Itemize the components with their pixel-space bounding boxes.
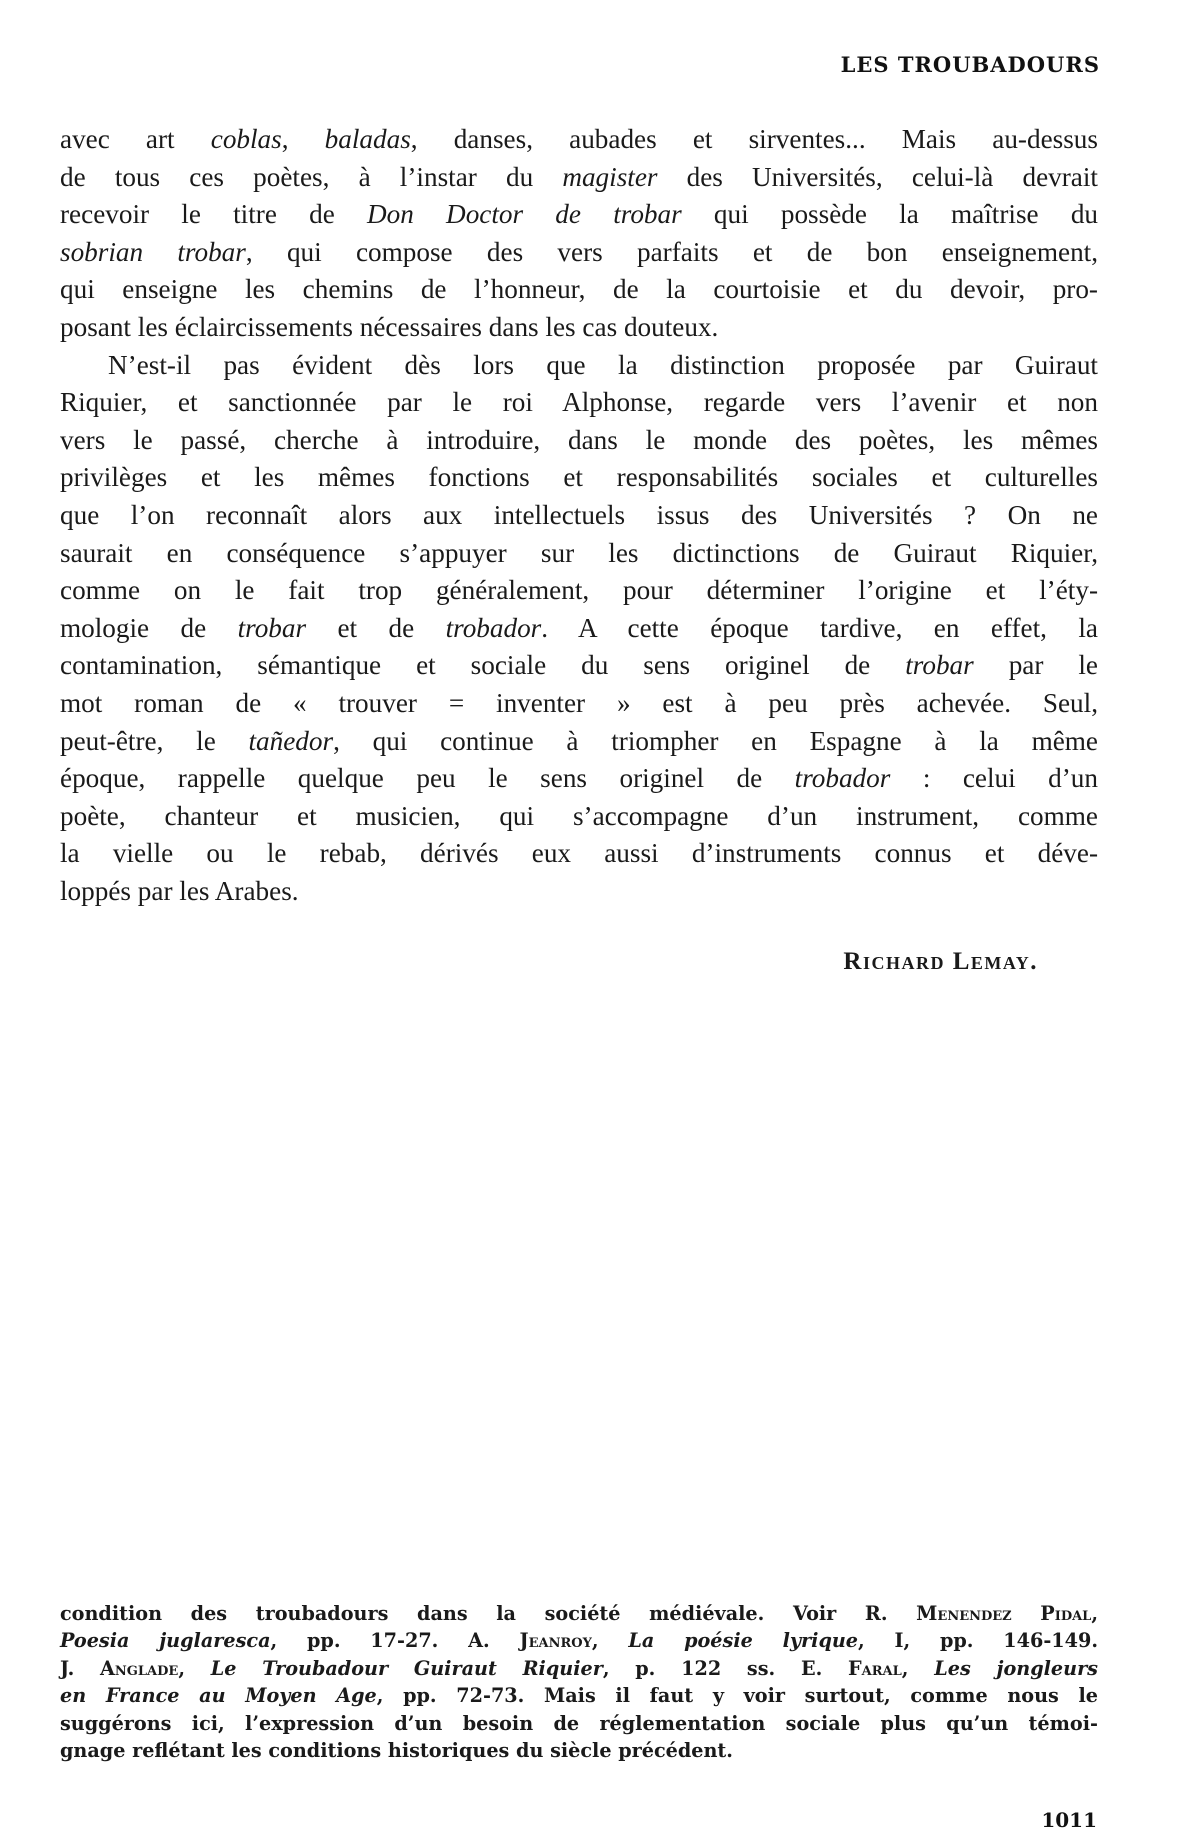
text-line [60, 422, 1098, 460]
footnote-line [60, 1627, 1098, 1654]
text-segment: mologie de [60, 612, 238, 643]
footnote-line [60, 1600, 1098, 1627]
text-segment: que l’on reconnaît alors aux intellectuels issus des Universités ? On ne [60, 499, 1098, 530]
text-segment: des Universités, celui-là devrait [657, 161, 1098, 192]
text-line [60, 234, 1098, 272]
italic-text: Don Doctor de trobar [367, 199, 682, 230]
text-segment: , [591, 1629, 629, 1653]
italic-text: trobar [905, 650, 974, 681]
text-line [60, 535, 1098, 573]
italic-text: magister [562, 161, 658, 192]
footnote-line [60, 1737, 1098, 1764]
author-name: Anglade [100, 1656, 179, 1680]
italic-text: trobador [794, 763, 891, 794]
text-line [60, 271, 1098, 309]
text-segment: , danses, aubades et sirventes... Mais au-dessus [410, 124, 1098, 154]
text-line [60, 309, 1098, 347]
text-segment: contamination, sémantique et sociale du sens originel de [60, 650, 906, 681]
text-segment: vers le passé, cherche à introduire, dans le monde des poètes, les mêmes [60, 424, 1098, 455]
text-segment: suggérons ici, l’expression d’un besoin de réglementation sociale plus qu’un témoi- [60, 1711, 1098, 1735]
text-segment: : celui d’un [890, 763, 1098, 794]
text-line [60, 459, 1098, 497]
text-segment: saurait en conséquence s’appuyer sur les dictinctions de Guiraut Riquier, [60, 537, 1098, 568]
footnote-line [60, 1682, 1098, 1709]
text-segment: qui enseigne les chemins de l’honneur, de la courtoisie et du devoir, pro- [60, 274, 1098, 305]
text-segment: poète, chanteur et musicien, qui s’accompagne d’un instrument, comme [60, 800, 1098, 831]
text-segment: mot roman de « trouver = inventer » est à peu près achevée. Seul, [60, 687, 1098, 718]
text-line [60, 572, 1098, 610]
text-segment: gnage reflétant les conditions historiques du siècle précédent. [60, 1738, 733, 1762]
text-line [60, 347, 1098, 385]
text-line [60, 798, 1098, 836]
author-signature: Richard Lemay. [843, 948, 1038, 975]
italic-text: baladas [324, 124, 411, 154]
text-segment: par le [973, 650, 1099, 681]
italic-text: coblas [210, 124, 282, 154]
italic-text: Le Troubadour Guiraut Riquier [210, 1656, 603, 1680]
text-segment: , I, pp. 146-149. [858, 1629, 1099, 1653]
text-segment: comme on le fait trop généralement, pour déterminer l’origine et l’éty- [60, 575, 1098, 606]
text-segment: peut-être, le [60, 725, 249, 756]
text-segment: recevoir le titre de [60, 199, 368, 230]
text-segment: , [901, 1656, 935, 1680]
author-name: Jeanroy [519, 1629, 592, 1653]
text-segment: , pp. 72-73. Mais il faut y voir surtout, comme nous le [376, 1684, 1098, 1708]
text-line [60, 835, 1098, 873]
text-segment: N’est-il pas évident dès lors que la distinction proposée par Guiraut [108, 349, 1098, 380]
author-name: Menendez Pidal [916, 1602, 1092, 1625]
footnote [60, 1600, 1098, 1764]
text-segment: de tous ces poètes, à l’instar du [60, 161, 563, 192]
text-line [60, 685, 1098, 723]
text-segment: privilèges et les mêmes fonctions et responsabilités sociales et culturelles [60, 462, 1098, 493]
text-segment: avec art [60, 124, 211, 154]
text-line [60, 121, 1098, 159]
footnote-line [60, 1655, 1098, 1682]
text-segment: Riquier, et sanctionnée par le roi Alphonse, regarde vers l’avenir et non [60, 387, 1098, 418]
italic-text: Poesia juglaresca [60, 1629, 271, 1653]
text-segment: , [178, 1656, 211, 1680]
author-name: Faral [848, 1656, 902, 1680]
text-line [60, 384, 1098, 422]
text-segment: posant les éclaircissements nécessaires dans les cas douteux. [60, 311, 719, 342]
italic-text: sobrian trobar [60, 236, 246, 267]
text-line [60, 610, 1098, 648]
text-segment: , [1091, 1602, 1099, 1625]
italic-text: Les jongleurs [934, 1656, 1098, 1680]
page-number: 1011 [1041, 1808, 1097, 1832]
text-segment: condition des troubadours dans la société médiévale. Voir R. [60, 1602, 917, 1625]
text-segment: , pp. 17-27. A. [270, 1629, 520, 1653]
italic-text: en France au Moyen Age [60, 1684, 377, 1708]
text-line [60, 497, 1098, 535]
text-line [60, 760, 1098, 798]
text-segment: époque, rappelle quelque peu le sens originel de [60, 763, 795, 794]
text-segment: , qui compose des vers parfaits et de bon enseignement, [245, 236, 1099, 267]
text-segment: loppés par les Arabes. [60, 875, 299, 906]
italic-text: trobador [445, 612, 542, 643]
text-segment: et de [306, 612, 446, 643]
text-segment: , p. 122 ss. E. [602, 1656, 849, 1680]
italic-text: La poésie lyrique [628, 1629, 859, 1653]
italic-text: trobar [237, 612, 307, 643]
text-line [60, 647, 1098, 685]
text-line [60, 159, 1098, 197]
text-segment: . A cette époque tardive, en effet, la [541, 612, 1098, 643]
text-segment: la vielle ou le rebab, dérivés eux aussi d’instruments connus et déve- [60, 838, 1098, 869]
text-line [60, 723, 1098, 761]
text-line [60, 196, 1098, 234]
body-text [60, 121, 1098, 910]
text-segment: , qui continue à triompher en Espagne à la même [333, 725, 1098, 756]
text-segment: qui possède la maîtrise du [681, 199, 1099, 230]
italic-text: tañedor [248, 725, 334, 756]
text-line [60, 873, 1098, 911]
text-segment: , [281, 124, 325, 154]
text-segment: J. [60, 1656, 101, 1680]
footnote-line [60, 1710, 1098, 1737]
running-head: LES TROUBADOURS [840, 52, 1100, 77]
